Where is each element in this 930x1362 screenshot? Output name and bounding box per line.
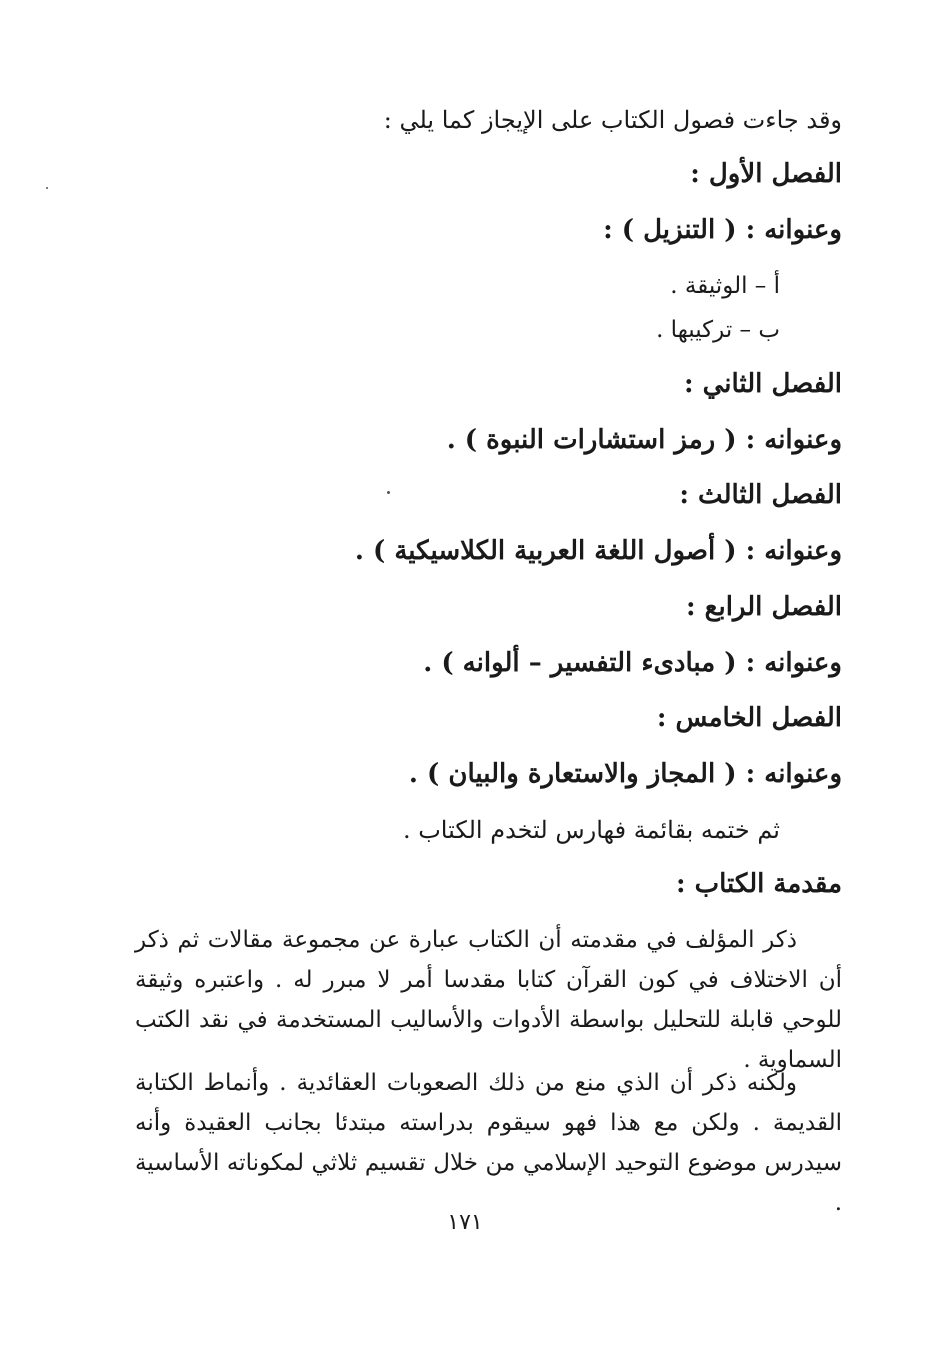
page-number: ١٧١ [447,1210,483,1235]
paragraph-2: ولكنه ذكر أن الذي منع من ذلك الصعوبات العقائدية . وأنماط الكتابة القديمة . ولكن مع هذا فهو سيقوم بدراسته مبتدئا بجانب العقيدة وأنه سيدرس موضوع التوحيد الإسلامي من خلال تقسيم ثلاثي لمكوناته الأساسية . [135,1070,842,1216]
preface-heading: مقدمة الكتاب : [675,869,842,899]
chapter-1-item-b: ب – تركيبها . [656,317,780,343]
closing-line: ثم ختمه بقائمة فهارس لتخدم الكتاب . [402,816,780,844]
scan-speck [46,187,48,189]
chapter-1-heading: الفصل الأول : [690,159,842,189]
chapter-1-title: وعنوانه : ( التنزيل ) : [603,215,842,245]
paragraph-1: ذكر المؤلف في مقدمته أن الكتاب عبارة عن مجموعة مقالات ثم ذكر أن الاختلاف في كون القرآن كتابا مقدسا أمر لا مبرر له . واعتبره وثيقة للوحي قابلة للتحليل بواسطة الأدوات والأساليب المستخدمة في نقد الكتب السماوية . [135,927,842,1073]
chapter-3-title: وعنوانه : ( أصول اللغة العربية الكلاسيكية ) . [354,536,842,566]
chapter-5-title: وعنوانه : ( المجاز والاستعارة والبيان ) . [408,759,842,789]
chapter-3-heading: الفصل الثالث : [679,480,842,510]
chapter-1-item-a: أ – الوثيقة . [670,273,780,299]
intro-line: وقد جاءت فصول الكتاب على الإيجاز كما يلي : [383,106,842,134]
chapter-2-heading: الفصل الثاني : [683,369,842,399]
chapter-5-heading: الفصل الخامس : [656,703,842,733]
chapter-4-heading: الفصل الرابع : [685,592,842,622]
chapter-2-title: وعنوانه : ( رمز استشارات النبوة ) . [446,425,842,455]
chapter-4-title: وعنوانه : ( مبادىء التفسير – ألوانه ) . [423,648,842,678]
scan-speck [387,491,390,494]
